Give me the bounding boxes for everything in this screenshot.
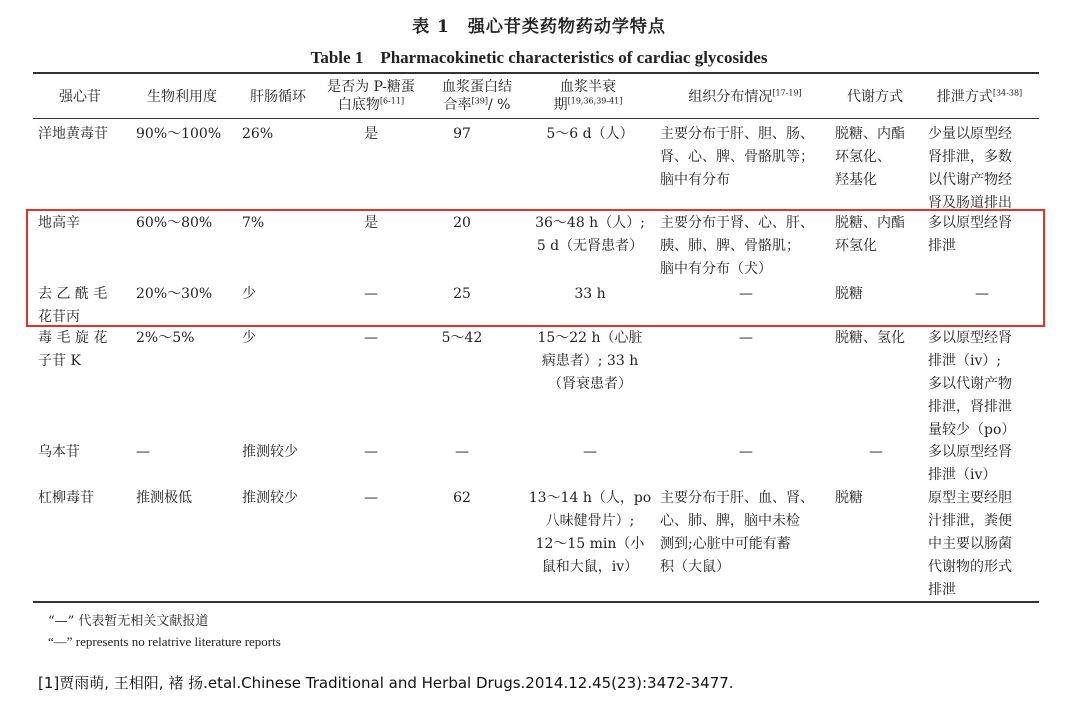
- header-pgp: [316, 78, 426, 114]
- cell-line: —: [739, 286, 753, 302]
- cell-line: 主要分布于肝、胆、肠、: [660, 126, 814, 142]
- cell-line: 33 h: [574, 286, 606, 302]
- cell-line: 羟基化: [835, 172, 877, 188]
- cell-line: 积（大鼠）: [660, 559, 730, 575]
- cell-bind: 62: [453, 490, 471, 506]
- cell-line: 乌本苷: [38, 444, 80, 460]
- cell-pgp: 是: [364, 215, 378, 231]
- header-binding-ref: [39]: [471, 96, 488, 106]
- cell-ehc: 少: [242, 330, 256, 346]
- highlight-box: [26, 209, 1045, 327]
- cell-bind: 5～42: [441, 330, 483, 346]
- cell-tissue: [660, 487, 832, 579]
- header-halflife-ref: [19,36,39-41]: [567, 96, 623, 106]
- cell-line: 15～22 h（心脏: [537, 330, 643, 346]
- header-pgp-line1: 是否为 P-糖蛋: [327, 79, 415, 95]
- header-drug: 强心苷: [59, 89, 101, 105]
- cell-bind: 25: [453, 286, 471, 302]
- cell-bind: —: [455, 444, 469, 460]
- header-excretion-ref: [34-38]: [992, 88, 1023, 98]
- cell-line: 13～14 h（人，po: [528, 490, 652, 506]
- cell-excr: [928, 327, 1036, 442]
- cell-line: 毒 毛 旋 花: [38, 330, 108, 346]
- cell-line: 量较少（po）: [928, 422, 1016, 438]
- cell-line: 多以原型经肾: [928, 330, 1012, 346]
- cell-bind: 20: [453, 215, 471, 231]
- cell-line: 原型主要经胆: [928, 490, 1012, 506]
- cell-line: 排泄: [928, 238, 956, 254]
- cell-line: 少量以原型经: [928, 126, 1012, 142]
- header-halflife-line1: 血浆半衰: [560, 79, 616, 95]
- cell-ehc: 推测较少: [242, 490, 298, 506]
- cell-tissue: [660, 327, 832, 350]
- cell-line: 杠柳毒苷: [38, 490, 94, 506]
- header-metabolism: 代谢方式: [847, 89, 903, 105]
- cell-line: 排泄（iv）: [928, 467, 997, 483]
- cell-bio: —: [136, 444, 150, 460]
- cell-metab: [835, 327, 917, 350]
- cell-line: —: [975, 286, 989, 302]
- header-pgp-ref: [6-11]: [379, 96, 405, 106]
- cell-line: 中主要以肠菌: [928, 536, 1012, 552]
- cell-line: 5～6 d（人）: [546, 126, 634, 142]
- cell-pgp: —: [364, 330, 378, 346]
- cell-line: 排泄（iv）;: [928, 353, 1002, 369]
- cell-line: —: [583, 444, 597, 460]
- cell-bio: 90%～100%: [136, 126, 222, 142]
- cell-bio: 2%～5%: [136, 330, 195, 346]
- cell-line: —: [739, 330, 753, 346]
- cell-line: 36～48 h（人）;: [535, 215, 645, 231]
- cell-line: 八味健骨片）;: [545, 513, 635, 529]
- cell-tissue: [660, 123, 832, 192]
- cell-excr: [928, 441, 1036, 487]
- cell-bio: 20%～30%: [136, 286, 213, 302]
- header-rule: [33, 118, 1039, 119]
- cell-line: 胰、肺、脾、骨骼肌；: [660, 238, 800, 254]
- cell-line: 5 d（无肾患者）: [536, 238, 644, 254]
- header-pgp-line2: 白底物: [337, 97, 380, 113]
- cell-line: 肾排泄，多数: [928, 149, 1012, 165]
- cell-ehc: 少: [242, 286, 256, 302]
- cell-line: —: [739, 444, 753, 460]
- cell-line: 肾及肠道排出: [928, 195, 1012, 211]
- cell-line: 多以原型经肾: [928, 215, 1012, 231]
- cell-half: [524, 487, 656, 579]
- cell-line: （肾衰患者）: [548, 376, 632, 392]
- header-halflife-line2: 期: [553, 97, 568, 113]
- cell-metab: [835, 441, 917, 464]
- cell-half: [524, 327, 656, 396]
- table-title-chinese: 表 1 强心苷类药物药动学特点: [412, 17, 666, 37]
- cell-metab: [835, 487, 917, 510]
- bottom-rule: [33, 601, 1039, 603]
- cell-drug: [38, 441, 128, 464]
- cell-pgp: —: [364, 490, 378, 506]
- cell-line: 子苷 K: [38, 353, 81, 369]
- cell-line: 代谢物的形式: [928, 559, 1012, 575]
- header-tissue-ref: [17-19]: [772, 88, 802, 98]
- cell-drug: [38, 327, 128, 373]
- cell-pgp: 是: [364, 126, 378, 142]
- cell-line: 脑中有分布: [660, 172, 730, 188]
- cell-line: 脱糖、氢化: [835, 330, 905, 346]
- cell-tissue: [660, 441, 832, 464]
- cell-line: 主要分布于肝、血、肾、: [660, 490, 814, 506]
- cell-line: 病患者）; 33 h: [541, 353, 639, 369]
- cell-line: 心、肺、脾，脑中未检: [660, 513, 800, 529]
- header-enterohepatic: 肝肠循环: [250, 89, 306, 105]
- cell-ehc: 26%: [242, 126, 274, 142]
- cell-bind: 97: [453, 126, 471, 142]
- header-binding-line2: 合率: [443, 97, 472, 113]
- cell-bio: 60%～80%: [136, 215, 213, 231]
- cell-line: 排泄: [928, 582, 956, 598]
- cell-line: 汁排泄，粪便: [928, 513, 1012, 529]
- cell-line: 脑中有分布（犬）: [660, 261, 772, 277]
- cell-line: 测到;心脏中可能有蓄: [660, 536, 791, 552]
- table-title-english: Table 1 Pharmacokinetic characteristics of cardiac glycosides: [310, 48, 768, 67]
- cell-drug: [38, 487, 128, 510]
- cell-line: 脱糖、内酯: [835, 126, 905, 142]
- cell-excr: [928, 123, 1036, 215]
- footnote-chinese: “—” 代表暂无相关文献报道: [48, 614, 209, 629]
- cell-pgp: —: [364, 444, 378, 460]
- cell-bio: 推测极低: [136, 490, 192, 506]
- cell-pgp: —: [364, 286, 378, 302]
- cell-line: 花苷丙: [38, 309, 80, 325]
- cell-line: —: [869, 444, 883, 460]
- header-halflife: [528, 78, 648, 114]
- cell-line: 以代谢产物经: [928, 172, 1012, 188]
- cell-metab: [835, 123, 917, 192]
- cell-line: 环氢化、: [835, 149, 891, 165]
- cell-line: 洋地黄毒苷: [38, 126, 108, 142]
- cell-line: 排泄，肾排泄: [928, 399, 1012, 415]
- cell-line: 脱糖: [835, 490, 863, 506]
- header-binding-unit: / %: [487, 97, 511, 113]
- cell-line: 12～15 min（小: [535, 536, 645, 552]
- header-binding: [432, 78, 522, 114]
- cell-drug: [38, 123, 128, 146]
- header-excretion-label: 排泄方式: [936, 89, 993, 105]
- cell-line: 多以原型经肾: [928, 444, 1012, 460]
- cell-line: 肾、心、脾、骨骼肌等；: [660, 149, 814, 165]
- header-tissue: [660, 88, 830, 106]
- cell-line: 去 乙 酰 毛: [38, 286, 108, 302]
- cell-line: 环氢化: [835, 238, 877, 254]
- footnote-english: “—” represents no relatrive literature reports: [48, 634, 281, 649]
- cell-line: 多以代谢产物: [928, 376, 1012, 392]
- cell-half: [524, 123, 656, 146]
- cell-line: 脱糖、内酯: [835, 215, 905, 231]
- cell-line: 脱糖: [835, 286, 863, 302]
- cell-excr: [928, 487, 1036, 602]
- header-excretion: [922, 88, 1037, 106]
- cell-line: 鼠和大鼠，iv）: [541, 559, 639, 575]
- cell-line: 主要分布于肾、心、肝、: [660, 215, 814, 231]
- header-bioavailability: 生物利用度: [147, 89, 217, 105]
- cell-ehc: 推测较少: [242, 444, 298, 460]
- header-binding-line1: 血浆蛋白结: [442, 79, 512, 95]
- citation: [1]贾雨萌, 王相阳, 褚 扬.etal.Chinese Traditional and Herbal Drugs.2014.12.45(23):3472-3477.: [38, 674, 734, 692]
- cell-half: [524, 441, 656, 464]
- top-rule: [33, 72, 1039, 74]
- cell-ehc: 7%: [242, 215, 265, 231]
- header-tissue-label: 组织分布情况: [688, 89, 773, 105]
- cell-line: 地高辛: [38, 215, 80, 231]
